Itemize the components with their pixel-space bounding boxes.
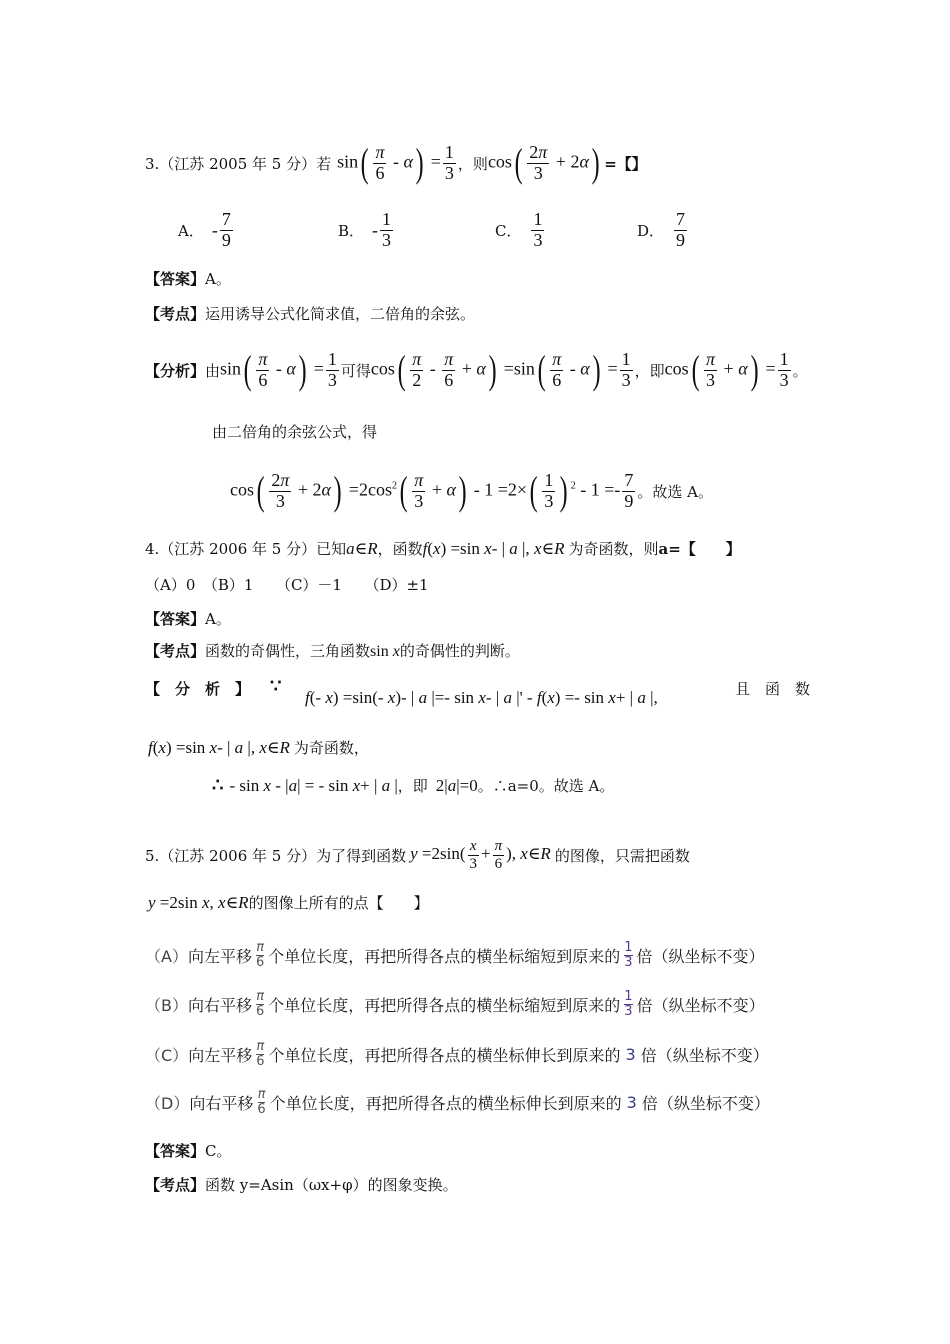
q5-answer-value: C。: [205, 1142, 232, 1160]
q4-line2-tail: 为奇函数，: [293, 739, 369, 757]
q5-option-a-shift: π 6: [255, 939, 265, 970]
q3-target-expression: cos( $\frac{2\pi}{3}$ + 2α): [487, 140, 600, 185]
q4-stem-prefix: 4.（江苏 2006 年 5 分）已知: [145, 540, 347, 558]
q3-analysis-derivation: [230, 466, 713, 516]
q3-analysis-eq1: sin( $\frac{\pi}{6}$ - α) = $\frac{1}{3}$: [220, 347, 337, 392]
q4-because: ∵: [270, 676, 282, 697]
q3-answer: [145, 268, 231, 289]
q3-analysis: [145, 345, 808, 395]
q3-answer-tag: 【答案】: [145, 270, 206, 288]
q5-option-d-part1: 向右平移: [189, 1093, 254, 1113]
q3-stem-prefix: 3.（江苏 2005 年 5 分）若: [145, 154, 332, 173]
q3-point-text: 运用诱导公式化简求值，二倍角的余弦。: [205, 305, 476, 323]
q4-options: （A）0 （B）1 （C）－1 （D）±1: [145, 576, 429, 594]
q5-point-tag: 【考点】: [145, 1176, 206, 1194]
q4-condition: a∈R: [346, 538, 378, 558]
q5-source-function: y =2sin x, x∈R: [148, 892, 249, 912]
q3-derivation-conclusion: 。故选 A。: [637, 482, 713, 501]
q4-answer: [145, 608, 231, 629]
q3-option-a-den: 9: [221, 229, 231, 250]
q4-therefore: ∴: [212, 775, 224, 796]
q3-point: [145, 303, 475, 324]
q3-analysis-you: 由: [205, 361, 221, 380]
q4-stem: [145, 538, 741, 559]
q5-stem-line2: [148, 892, 429, 913]
q5-option-d-tag: （D）: [145, 1093, 190, 1113]
q3-stem: [145, 138, 647, 188]
q5-answer-tag: 【答案】: [145, 1142, 206, 1160]
q5-option-b: [145, 984, 765, 1024]
q4-analysis-line2: [148, 737, 369, 758]
q5-option-b-factor: 1 3: [624, 988, 633, 1019]
q3-option-c-value: [531, 210, 544, 251]
q5-option-c: [145, 1034, 769, 1074]
q5-option-b-part3: 倍（纵坐标不变）: [636, 995, 765, 1015]
q5-option-c-part3: 倍（纵坐标不变）: [640, 1045, 769, 1065]
q3-option-b-num: 1: [382, 209, 392, 229]
q3-eq-tail: =【】: [604, 154, 647, 173]
q4-point-text-b: 的奇偶性的判断。: [399, 642, 520, 660]
q4-line3-result: 2|a|=0: [435, 775, 478, 795]
q4-line2-function: f(x) =sin x- | a |, x∈R: [148, 737, 290, 757]
q5-option-b-part2: 个单位长度，再把所得各点的横坐标缩短到原来的: [268, 995, 621, 1015]
q3-option-b-sign: -: [372, 219, 379, 240]
q5-option-d-part3: 倍（纵坐标不变）: [641, 1093, 770, 1113]
q4-function: f(x) =sin x- | a |, x∈R: [422, 538, 565, 558]
q4-answer-value: A。: [205, 610, 231, 628]
q5-target-function: y =2sin( $\frac{x}{3}$ + $\frac{\pi}{6}$ ), x∈R: [410, 838, 551, 872]
q3-option-a-num: 7: [221, 209, 231, 229]
q5-option-c-factor: 3: [625, 1044, 636, 1064]
q5-option-c-tag: （C）: [145, 1045, 189, 1065]
q5-option-b-tag: （B）: [145, 995, 188, 1015]
q5-option-a-part3: 倍（纵坐标不变）: [636, 946, 765, 966]
q3-option-a-value: [220, 210, 233, 251]
q5-option-d-shift: π 6: [257, 1086, 266, 1117]
q4-stem-mid2: 为奇函数，则: [568, 540, 659, 558]
q3-option-b-label: B．: [338, 221, 365, 240]
q5-option-c-part2: 个单位长度，再把所得各点的横坐标伸长到原来的: [268, 1045, 621, 1065]
q5-option-a-tag: （A）: [145, 946, 188, 966]
q3-option-b: [338, 210, 395, 251]
q5-point-text: 函数 y=Asin（ωx+φ）的图象变换。: [205, 1176, 458, 1194]
q3-option-c-den: 3: [533, 229, 543, 250]
q4-point-math: sin x: [370, 643, 400, 660]
q3-option-d-den: 9: [676, 229, 686, 250]
q5-stem-prefix: 5.（江苏 2006 年 5 分）为了得到函数: [145, 846, 407, 865]
q4-ji-tail: 。∴a=0。故选 A。: [477, 777, 615, 795]
q3-option-b-value: [380, 210, 393, 251]
q5-option-a-part2: 个单位长度，再把所得各点的横坐标缩短到原来的: [268, 946, 621, 966]
q5-stem: [145, 832, 690, 878]
q3-analysis-tag: 【分析】: [145, 361, 206, 380]
q4-stem-a-eq: a=【 】: [658, 540, 741, 558]
q3-option-d: [637, 210, 689, 251]
q3-option-c-label: C．: [495, 221, 522, 240]
q5-stem-mid: 的图像，只需把函数: [554, 846, 690, 865]
q5-option-c-part1: 向左平移: [188, 1045, 253, 1065]
q4-answer-tag: 【答案】: [145, 610, 206, 628]
q5-option-b-shift: π 6: [256, 988, 265, 1019]
q4-ji: ，即: [397, 777, 428, 795]
q3-option-a-label: A．: [178, 221, 204, 240]
q5-option-c-shift: π 6: [256, 1038, 265, 1069]
q3-analysis-eq2: cos( $\frac{\pi}{2}$ - $\frac{\pi}{6}$ + α) =sin( $\frac{\pi}{6}$ - α) = $\frac{1}{3}$: [370, 347, 631, 392]
q3-option-d-label: D．: [637, 221, 665, 240]
q5-option-d-part2: 个单位长度，再把所得各点的横坐标伸长到原来的: [269, 1093, 622, 1113]
q3-option-c: [495, 210, 546, 251]
q3-option-a: [178, 210, 235, 251]
q4-line3-equation: - sin x - |a| = - sin x+ | a |: [229, 775, 398, 795]
q4-analysis-tag: 【 分 析 】: [145, 680, 251, 698]
q5-option-d: [145, 1082, 770, 1122]
q3-derivation-equation: cos( $\frac{2\pi}{3}$ + $2\alpha) =2\cos^2$( $\frac{\pi}{3}$ + α) - 1 =2×( $\frac{1}{3}$ ) $^2$ - 1 =- $\frac{7}{9}$: [230, 468, 634, 513]
q4-point-tag: 【考点】: [145, 642, 206, 660]
q3-analysis-line2: 由二倍角的余弦公式，得: [212, 423, 378, 441]
q3-analysis-eq3: cos( $\frac{\pi}{3}$ + α) = $\frac{1}{3}$: [664, 347, 789, 392]
q3-option-d-num: 7: [676, 209, 686, 229]
q4-analysis-equation: f(- x) =sin(- x)- | a |=- sin x- | a |' - f(x) =- sin x+ | a |,: [305, 688, 658, 707]
q3-answer-value: A。: [205, 270, 231, 288]
q3-option-a-sign: -: [211, 219, 218, 240]
q4-analysis: [145, 676, 810, 716]
q5-point: [145, 1174, 458, 1195]
q3-then: ，则: [457, 154, 488, 173]
q5-option-a: [145, 935, 765, 975]
q4-stem-mid: ，函数: [377, 540, 423, 558]
q3-option-b-den: 3: [382, 229, 392, 250]
q4-point: [145, 640, 520, 661]
q3-analysis-ji: ，即: [634, 361, 665, 380]
q5-option-a-factor: 1 3: [624, 939, 633, 970]
q3-point-tag: 【考点】: [145, 305, 206, 323]
q4-point-text-a: 函数的奇偶性，三角函数: [205, 642, 371, 660]
q4-qie: 且 函 数: [734, 680, 810, 698]
q3-given-equation: sin( $\frac{\pi}{6}$ - α) = $\frac{1}{3}$: [337, 140, 454, 185]
q5-option-d-factor: 3: [626, 1092, 637, 1112]
q5-stem-line2-tail: 的图像上所有的点【 】: [248, 894, 429, 912]
q5-option-a-part1: 向左平移: [187, 946, 252, 966]
q3-analysis-kede: 可得: [340, 361, 371, 380]
q4-analysis-line3: [212, 775, 614, 796]
q3-analysis-end: 。: [792, 361, 808, 380]
q5-answer: [145, 1140, 232, 1161]
q3-option-d-value: [674, 210, 687, 251]
q5-option-b-part1: 向右平移: [187, 995, 252, 1015]
q3-option-c-num: 1: [533, 209, 543, 229]
